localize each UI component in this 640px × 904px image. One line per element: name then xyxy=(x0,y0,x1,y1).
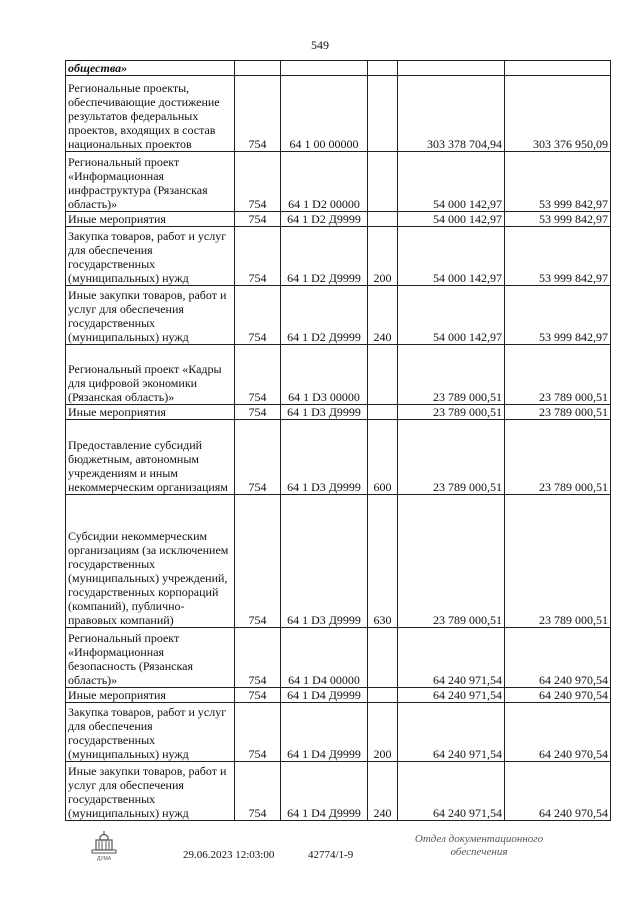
row-amount-plan: 23 789 000,51 xyxy=(398,495,505,628)
row-department-code: 754 xyxy=(235,152,281,212)
row-amount-executed: 64 240 970,54 xyxy=(505,628,611,688)
row-target-article: 64 1 D2 Д9999 xyxy=(281,286,368,345)
budget-table-body xyxy=(66,61,611,821)
row-target-article: 64 1 D3 Д9999 xyxy=(281,405,368,420)
row-expense-type: 200 xyxy=(368,227,398,286)
budget-table xyxy=(65,60,611,821)
table-row xyxy=(66,61,611,76)
row-amount-plan: 64 240 971,54 xyxy=(398,762,505,821)
row-amount-plan xyxy=(398,61,505,76)
row-target-article: 64 1 D2 Д9999 xyxy=(281,212,368,227)
row-amount-plan: 54 000 142,97 xyxy=(398,286,505,345)
row-expense-type: 240 xyxy=(368,762,398,821)
row-department-code: 754 xyxy=(235,703,281,762)
row-target-article: 64 1 D4 Д9999 xyxy=(281,762,368,821)
footer-datetime: 29.06.2023 12:03:00 xyxy=(183,849,275,861)
row-expense-type xyxy=(368,152,398,212)
row-department-code: 754 xyxy=(235,688,281,703)
stamp-line-2: обеспечения xyxy=(450,846,508,858)
row-amount-executed: 303 376 950,09 xyxy=(505,76,611,152)
row-name: Иные мероприятия xyxy=(66,405,235,420)
row-amount-executed: 23 789 000,51 xyxy=(505,405,611,420)
row-name: Закупка товаров, работ и услуг для обеспечения государственных (муниципальных) нужд xyxy=(66,703,235,762)
row-target-article: 64 1 D3 00000 xyxy=(281,345,368,405)
row-name: Региональный проект «Информационная безопасность (Рязанская область)» xyxy=(66,628,235,688)
row-department-code xyxy=(235,61,281,76)
row-expense-type: 630 xyxy=(368,495,398,628)
row-amount-executed: 23 789 000,51 xyxy=(505,345,611,405)
row-name: Иные мероприятия xyxy=(66,688,235,703)
table-row xyxy=(66,703,611,762)
row-amount-plan: 303 378 704,94 xyxy=(398,76,505,152)
row-department-code: 754 xyxy=(235,76,281,152)
row-expense-type xyxy=(368,76,398,152)
row-expense-type: 240 xyxy=(368,286,398,345)
row-name: общества» xyxy=(66,61,235,76)
row-name: Иные закупки товаров, работ и услуг для обеспечения государственных (муниципальных) нужд xyxy=(66,286,235,345)
stamp-line-1: Отдел документационного xyxy=(414,833,544,845)
row-target-article: 64 1 D3 Д9999 xyxy=(281,495,368,628)
table-row xyxy=(66,345,611,405)
row-name: Закупка товаров, работ и услуг для обеспечения государственных (муниципальных) нужд xyxy=(66,227,235,286)
row-department-code: 754 xyxy=(235,212,281,227)
row-amount-executed: 23 789 000,51 xyxy=(505,420,611,495)
row-amount-executed: 64 240 970,54 xyxy=(505,703,611,762)
row-amount-executed: 64 240 970,54 xyxy=(505,762,611,821)
row-amount-executed: 53 999 842,97 xyxy=(505,212,611,227)
row-department-code: 754 xyxy=(235,762,281,821)
row-amount-plan: 54 000 142,97 xyxy=(398,227,505,286)
row-amount-plan: 64 240 971,54 xyxy=(398,628,505,688)
row-expense-type: 600 xyxy=(368,420,398,495)
table-row xyxy=(66,227,611,286)
table-row xyxy=(66,405,611,420)
row-department-code: 754 xyxy=(235,405,281,420)
row-target-article: 64 1 D2 00000 xyxy=(281,152,368,212)
row-department-code: 754 xyxy=(235,227,281,286)
table-row xyxy=(66,76,611,152)
department-stamp xyxy=(404,833,554,859)
row-department-code: 754 xyxy=(235,628,281,688)
table-row xyxy=(66,286,611,345)
row-amount-plan: 23 789 000,51 xyxy=(398,405,505,420)
row-amount-plan: 64 240 971,54 xyxy=(398,703,505,762)
row-expense-type xyxy=(368,405,398,420)
row-target-article: 64 1 00 00000 xyxy=(281,76,368,152)
row-target-article: 64 1 D3 Д9999 xyxy=(281,420,368,495)
footer-document-code: 42774/1-9 xyxy=(308,849,354,861)
row-name: Предоставление субсидий бюджетным, автономным учреждениям и иным некоммерческим организациям xyxy=(66,420,235,495)
table-row xyxy=(66,628,611,688)
row-expense-type xyxy=(368,61,398,76)
row-expense-type xyxy=(368,212,398,227)
table-row xyxy=(66,688,611,703)
table-row xyxy=(66,762,611,821)
row-target-article: 64 1 D4 00000 xyxy=(281,628,368,688)
row-amount-executed: 23 789 000,51 xyxy=(505,495,611,628)
row-expense-type xyxy=(368,628,398,688)
row-amount-executed: 64 240 970,54 xyxy=(505,688,611,703)
row-amount-plan: 23 789 000,51 xyxy=(398,345,505,405)
row-expense-type: 200 xyxy=(368,703,398,762)
row-department-code: 754 xyxy=(235,286,281,345)
row-department-code: 754 xyxy=(235,345,281,405)
duma-logo-icon xyxy=(87,828,121,862)
row-amount-plan: 64 240 971,54 xyxy=(398,688,505,703)
row-expense-type xyxy=(368,345,398,405)
row-target-article: 64 1 D4 Д9999 xyxy=(281,688,368,703)
row-amount-plan: 54 000 142,97 xyxy=(398,152,505,212)
row-department-code: 754 xyxy=(235,420,281,495)
row-name: Иные закупки товаров, работ и услуг для обеспечения государственных (муниципальных) нужд xyxy=(66,762,235,821)
row-target-article: 64 1 D4 Д9999 xyxy=(281,703,368,762)
row-amount-executed: 53 999 842,97 xyxy=(505,286,611,345)
table-row xyxy=(66,212,611,227)
logo-label: ДУМА xyxy=(96,856,112,862)
row-name: Субсидии некоммерческим организациям (за исключением государственных (муниципальных) учреждений, государственных корпораций (компаний), публично-правовых компаний) xyxy=(66,495,235,628)
row-target-article xyxy=(281,61,368,76)
table-row xyxy=(66,420,611,495)
row-name: Региональные проекты, обеспечивающие достижение результатов федеральных проектов, входящих в состав национальных проектов xyxy=(66,76,235,152)
row-name: Региональный проект «Информационная инфраструктура (Рязанская область)» xyxy=(66,152,235,212)
page-number: 549 xyxy=(311,38,329,52)
row-department-code: 754 xyxy=(235,495,281,628)
table-row xyxy=(66,152,611,212)
table-row xyxy=(66,495,611,628)
row-name: Региональный проект «Кадры для цифровой экономики (Рязанская область)» xyxy=(66,345,235,405)
row-target-article: 64 1 D2 Д9999 xyxy=(281,227,368,286)
row-amount-executed: 53 999 842,97 xyxy=(505,152,611,212)
row-amount-executed xyxy=(505,61,611,76)
row-expense-type xyxy=(368,688,398,703)
row-name: Иные мероприятия xyxy=(66,212,235,227)
row-amount-executed: 53 999 842,97 xyxy=(505,227,611,286)
row-amount-plan: 54 000 142,97 xyxy=(398,212,505,227)
row-amount-plan: 23 789 000,51 xyxy=(398,420,505,495)
